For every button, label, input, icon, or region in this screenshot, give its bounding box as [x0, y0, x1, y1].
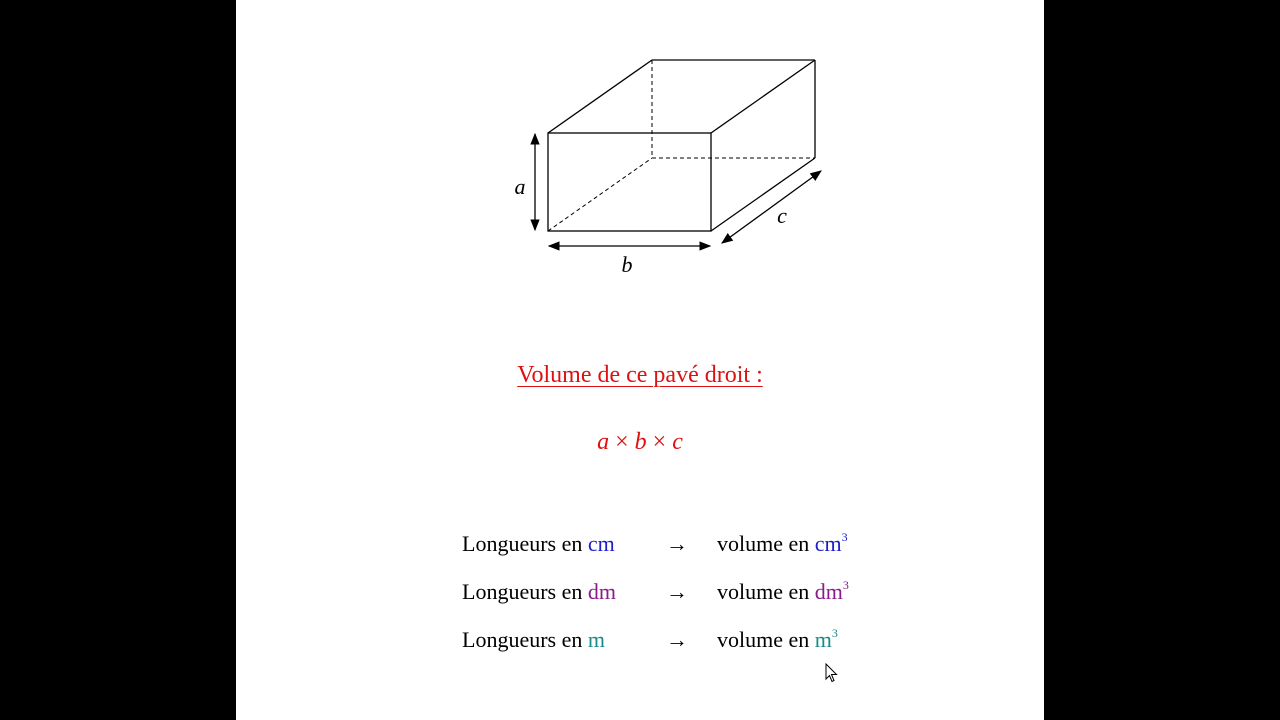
unit-row-volume [717, 529, 848, 559]
cuboid-hidden-edge-depth [548, 158, 652, 231]
formula-var-a: a [597, 429, 610, 455]
cuboid-edge-top-right [711, 60, 815, 133]
unit-row-volume [717, 577, 849, 607]
unit-row-length-unit: dm [587, 579, 616, 604]
unit-row-lengths [462, 529, 615, 559]
cuboid-front-face [548, 133, 711, 231]
right-arrow-icon: → [666, 579, 688, 604]
volume-formula [236, 429, 1044, 456]
unit-row-exponent: 3 [842, 578, 849, 592]
unit-row-length-unit: m [587, 627, 605, 652]
unit-row-volume-unit: m [814, 627, 832, 652]
cuboid-drawing [236, 0, 1044, 300]
unit-row-volume-unit: dm [814, 579, 843, 604]
unit-row-exponent: 3 [831, 626, 838, 640]
cuboid-edge-bottom-right [711, 158, 815, 231]
dimension-label-a: a [514, 174, 526, 199]
unit-row-result-prefix: volume en [717, 531, 810, 556]
unit-row-prefix: Longueurs en [462, 579, 583, 604]
cuboid-edge-top-left [548, 60, 652, 133]
unit-row-length-unit: cm [587, 531, 615, 556]
dimension-label-c: c [777, 203, 787, 228]
unit-row-result-prefix: volume en [717, 627, 810, 652]
unit-row-lengths [462, 577, 616, 607]
unit-row-result-prefix: volume en [717, 579, 810, 604]
unit-row-prefix: Longueurs en [462, 627, 583, 652]
unit-row-volume [717, 625, 838, 655]
dimension-label-b: b [621, 252, 633, 277]
unit-row-exponent: 3 [841, 530, 848, 544]
formula-times-2: × [652, 429, 667, 455]
unit-row-lengths [462, 625, 605, 655]
mouse-pointer-icon [825, 663, 839, 683]
formula-times-1: × [615, 429, 629, 455]
rectangular-cuboid-figure [236, 0, 1044, 300]
document-page [236, 0, 1044, 720]
right-arrow-icon: → [666, 627, 688, 652]
unit-row-prefix: Longueurs en [462, 531, 583, 556]
dimension-arrow-c [722, 171, 821, 243]
right-arrow-icon: → [666, 531, 688, 556]
formula-var-b: b [634, 429, 647, 455]
volume-heading: Volume de ce pavé droit : [517, 362, 763, 388]
formula-var-c: c [672, 429, 683, 455]
unit-row-volume-unit: cm [814, 531, 842, 556]
